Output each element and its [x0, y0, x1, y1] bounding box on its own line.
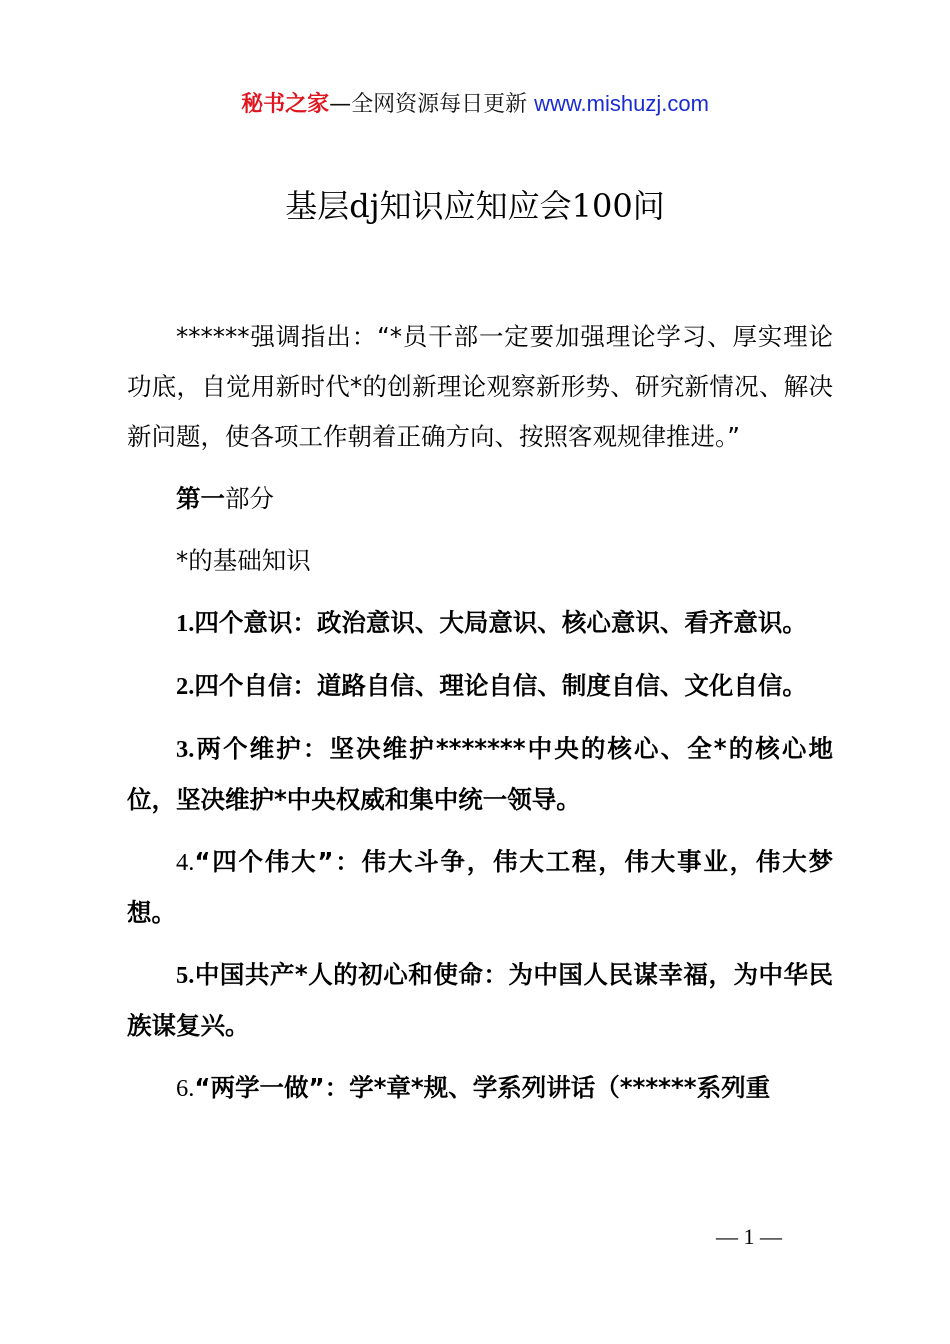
part-heading-rest: 部分 [225, 484, 274, 513]
banner-slogan: —全网资源每日更新 [329, 92, 528, 117]
item-text: 两个维护：坚决维护*******中央的核心、全*的核心地位，坚决维护*中央权威和集中统一领导。 [127, 734, 833, 814]
item-number: 4. [176, 849, 195, 876]
item-number: 3. [176, 736, 195, 763]
intro-paragraph: ******强调指出：“*员干部一定要加强理论学习、厚实理论功底，自觉用新时代*的创新理论观察新形势、研究新情况、解决新问题，使各项工作朝着正确方向、按照客观规律推进。” [127, 322, 833, 451]
list-item [127, 837, 833, 938]
list-item [127, 950, 833, 1051]
list-item [127, 724, 833, 825]
item-text: 中国共产*人的初心和使命：为中国人民谋幸福，为中华民族谋复兴。 [127, 960, 833, 1040]
item-text: “四个伟大”：伟大斗争，伟大工程，伟大事业，伟大梦想。 [127, 847, 833, 927]
list-item [127, 661, 833, 712]
part-subheading: *的基础知识 [176, 546, 311, 575]
item-number: 2. [176, 673, 195, 700]
site-url-link[interactable]: www.mishuzj.com [534, 91, 709, 116]
document-title: 基层dj知识应知应会100问 [285, 187, 665, 225]
item-text: 四个意识：政治意识、大局意识、核心意识、看齐意识。 [194, 608, 807, 637]
item-text: 四个自信：道路自信、理论自信、制度自信、文化自信。 [194, 671, 807, 700]
item-number: 6. [176, 1075, 195, 1102]
item-number: 5. [176, 962, 195, 989]
part-heading [127, 474, 833, 524]
list-item [127, 598, 833, 649]
item-text: “两学一做”：学*章*规、学系列讲话（******系列重 [194, 1073, 771, 1102]
site-banner [0, 88, 950, 121]
item-number: 1. [176, 610, 195, 637]
document-body [127, 312, 833, 1126]
part-heading-bold: 第一 [176, 484, 225, 513]
list-item [127, 1063, 833, 1114]
brand-name: 秘书之家 [241, 92, 330, 117]
page-number: — 1 — [716, 1224, 782, 1249]
